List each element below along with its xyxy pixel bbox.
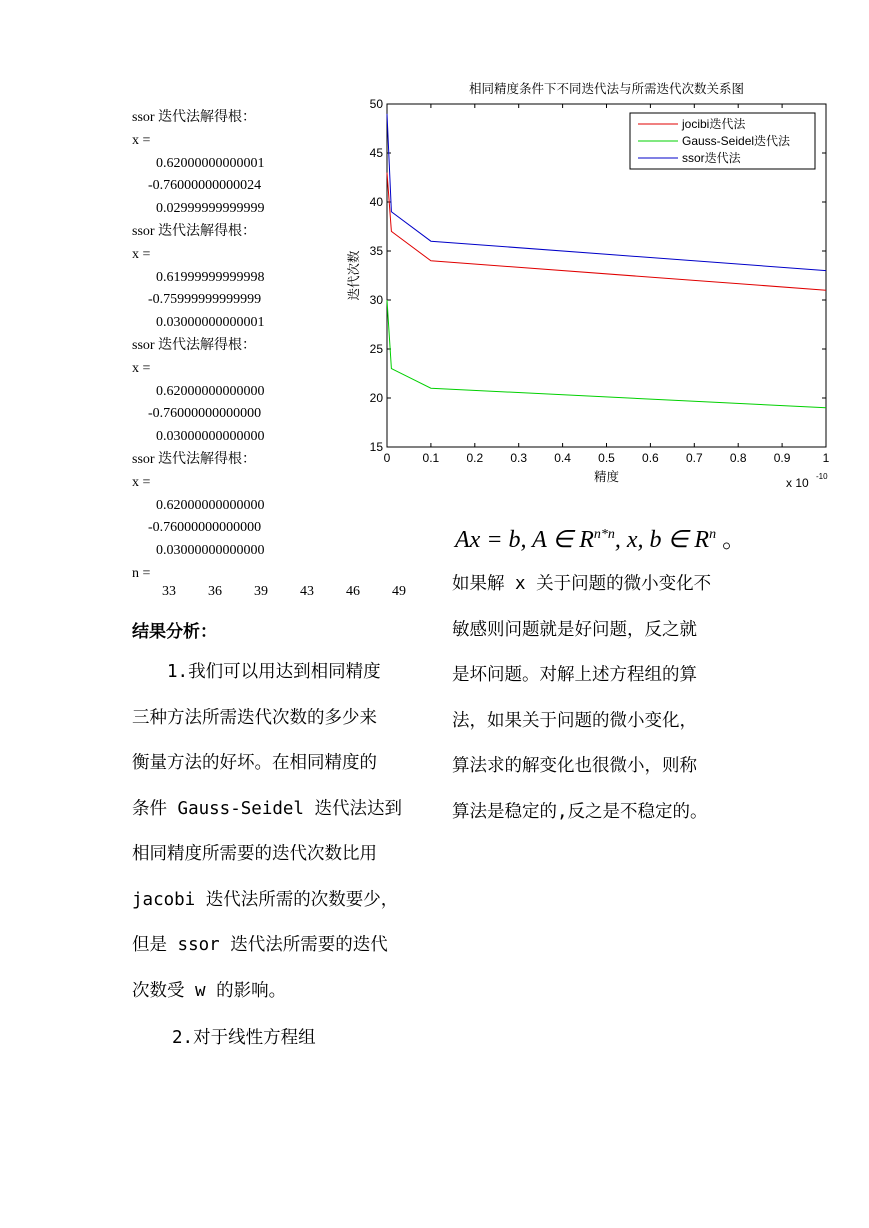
x-tick-label: 0.4 bbox=[554, 451, 571, 465]
n-value: 36 bbox=[208, 584, 222, 599]
output-label: ssor 迭代法解得根： bbox=[132, 223, 257, 239]
y-tick-label: 15 bbox=[369, 440, 383, 454]
paragraph-line: 算法是稳定的,反之是不稳定的。 bbox=[452, 801, 708, 822]
x-multiplier-exponent: -10 bbox=[816, 472, 828, 481]
paragraph-line: 次数受 w 的影响。 bbox=[132, 980, 287, 1001]
output-x-eq: x = bbox=[132, 132, 151, 148]
x-tick-label: 0.8 bbox=[729, 451, 747, 465]
x-tick-label: 0.7 bbox=[685, 451, 703, 465]
x-tick-label: 0 bbox=[383, 451, 391, 465]
output-value: -0.76000000000000 bbox=[148, 406, 262, 422]
x-tick-label: 0.9 bbox=[773, 451, 791, 465]
x-tick-label: 0.6 bbox=[642, 451, 659, 465]
paragraph-line: 1.我们可以用达到相同精度 bbox=[132, 662, 381, 682]
paragraph-line: 法，如果关于问题的微小变化， bbox=[452, 710, 697, 731]
legend-label: Gauss-Seidel迭代法 bbox=[682, 134, 791, 148]
output-value: 0.62000000000000 bbox=[156, 383, 265, 399]
y-tick-label: 30 bbox=[369, 293, 383, 307]
output-value: -0.76000000000024 bbox=[148, 178, 262, 194]
x-tick-label: 0.1 bbox=[422, 451, 440, 465]
output-label: ssor 迭代法解得根： bbox=[132, 451, 257, 467]
legend-label: ssor迭代法 bbox=[682, 151, 741, 165]
x-tick-label: 0.5 bbox=[598, 451, 615, 465]
y-tick-label: 40 bbox=[369, 195, 383, 209]
paragraph-line: 敏感则问题就是好问题，反之就 bbox=[452, 619, 697, 640]
n-value: 46 bbox=[346, 584, 360, 599]
paragraph-line: 相同精度所需要的迭代次数比用 bbox=[132, 844, 377, 864]
output-value: 0.03000000000000 bbox=[156, 543, 265, 559]
paragraph-line: 条件 Gauss-Seidel 迭代法达到 bbox=[132, 798, 403, 819]
x-tick-label: 0.3 bbox=[510, 451, 528, 465]
n-value: 39 bbox=[254, 584, 268, 599]
output-value: 0.02999999999999 bbox=[156, 201, 265, 217]
output-label: ssor 迭代法解得根： bbox=[132, 110, 257, 125]
matlab-output bbox=[132, 107, 265, 586]
paragraph-line: 是坏问题。对解上述方程组的算 bbox=[452, 665, 697, 685]
chart-title: 相同精度条件下不同迭代法与所需迭代次数关系图 bbox=[468, 82, 745, 96]
x-axis-label: 精度 bbox=[593, 470, 620, 484]
analysis-item-2: 2.对于线性方程组 bbox=[172, 1028, 316, 1048]
y-tick-label: 50 bbox=[369, 97, 383, 111]
output-value: 0.62000000000001 bbox=[156, 155, 265, 171]
x-multiplier: x 10 bbox=[786, 476, 809, 490]
paragraph-line: 三种方法所需迭代次数的多少来 bbox=[132, 707, 377, 728]
output-value: -0.75999999999999 bbox=[148, 292, 262, 308]
y-tick-label: 25 bbox=[369, 342, 383, 356]
analysis-paragraph-2 bbox=[452, 562, 742, 835]
output-value: 0.03000000000000 bbox=[156, 429, 265, 445]
output-n-eq: n = bbox=[132, 565, 151, 581]
y-tick-label: 35 bbox=[369, 244, 383, 258]
n-value: 43 bbox=[300, 584, 314, 599]
paragraph-line: 如果解 x 关于问题的微小变化不 bbox=[452, 574, 712, 594]
analysis-paragraph-1 bbox=[132, 650, 422, 1014]
output-value: -0.76000000000000 bbox=[148, 520, 262, 536]
output-x-eq: x = bbox=[132, 360, 151, 376]
output-x-eq: x = bbox=[132, 474, 151, 490]
n-values bbox=[162, 584, 438, 600]
output-x-eq: x = bbox=[132, 246, 151, 262]
result-analysis-heading: 结果分析： bbox=[132, 622, 217, 642]
output-label: ssor 迭代法解得根： bbox=[132, 337, 257, 353]
n-value: 33 bbox=[162, 584, 176, 599]
paragraph-line: 但是 ssor 迭代法所需要的迭代 bbox=[132, 935, 388, 955]
y-tick-label: 20 bbox=[369, 391, 383, 405]
x-tick-label: 0.2 bbox=[466, 451, 484, 465]
linear-system-formula: Ax = b, A ∈ $R^{n*n}$, x, b ∈ $R^n$ 。 bbox=[455, 527, 747, 553]
legend-label: jocibi迭代法 bbox=[682, 117, 746, 131]
y-tick-label: 45 bbox=[369, 146, 383, 160]
n-value: 49 bbox=[392, 584, 406, 599]
output-value: 0.03000000000001 bbox=[156, 315, 265, 331]
x-tick-label: 1 bbox=[822, 451, 830, 465]
output-value: 0.62000000000000 bbox=[156, 497, 265, 513]
iteration-chart bbox=[340, 76, 840, 496]
paragraph-line: 算法求的解变化也很微小，则称 bbox=[452, 756, 697, 776]
output-value: 0.61999999999998 bbox=[156, 269, 265, 285]
y-axis-label: 迭代次数 bbox=[347, 250, 361, 301]
paragraph-line: jacobi 迭代法所需的次数要少， bbox=[132, 889, 399, 910]
paragraph-line: 衡量方法的好坏。在相同精度的 bbox=[132, 753, 377, 773]
